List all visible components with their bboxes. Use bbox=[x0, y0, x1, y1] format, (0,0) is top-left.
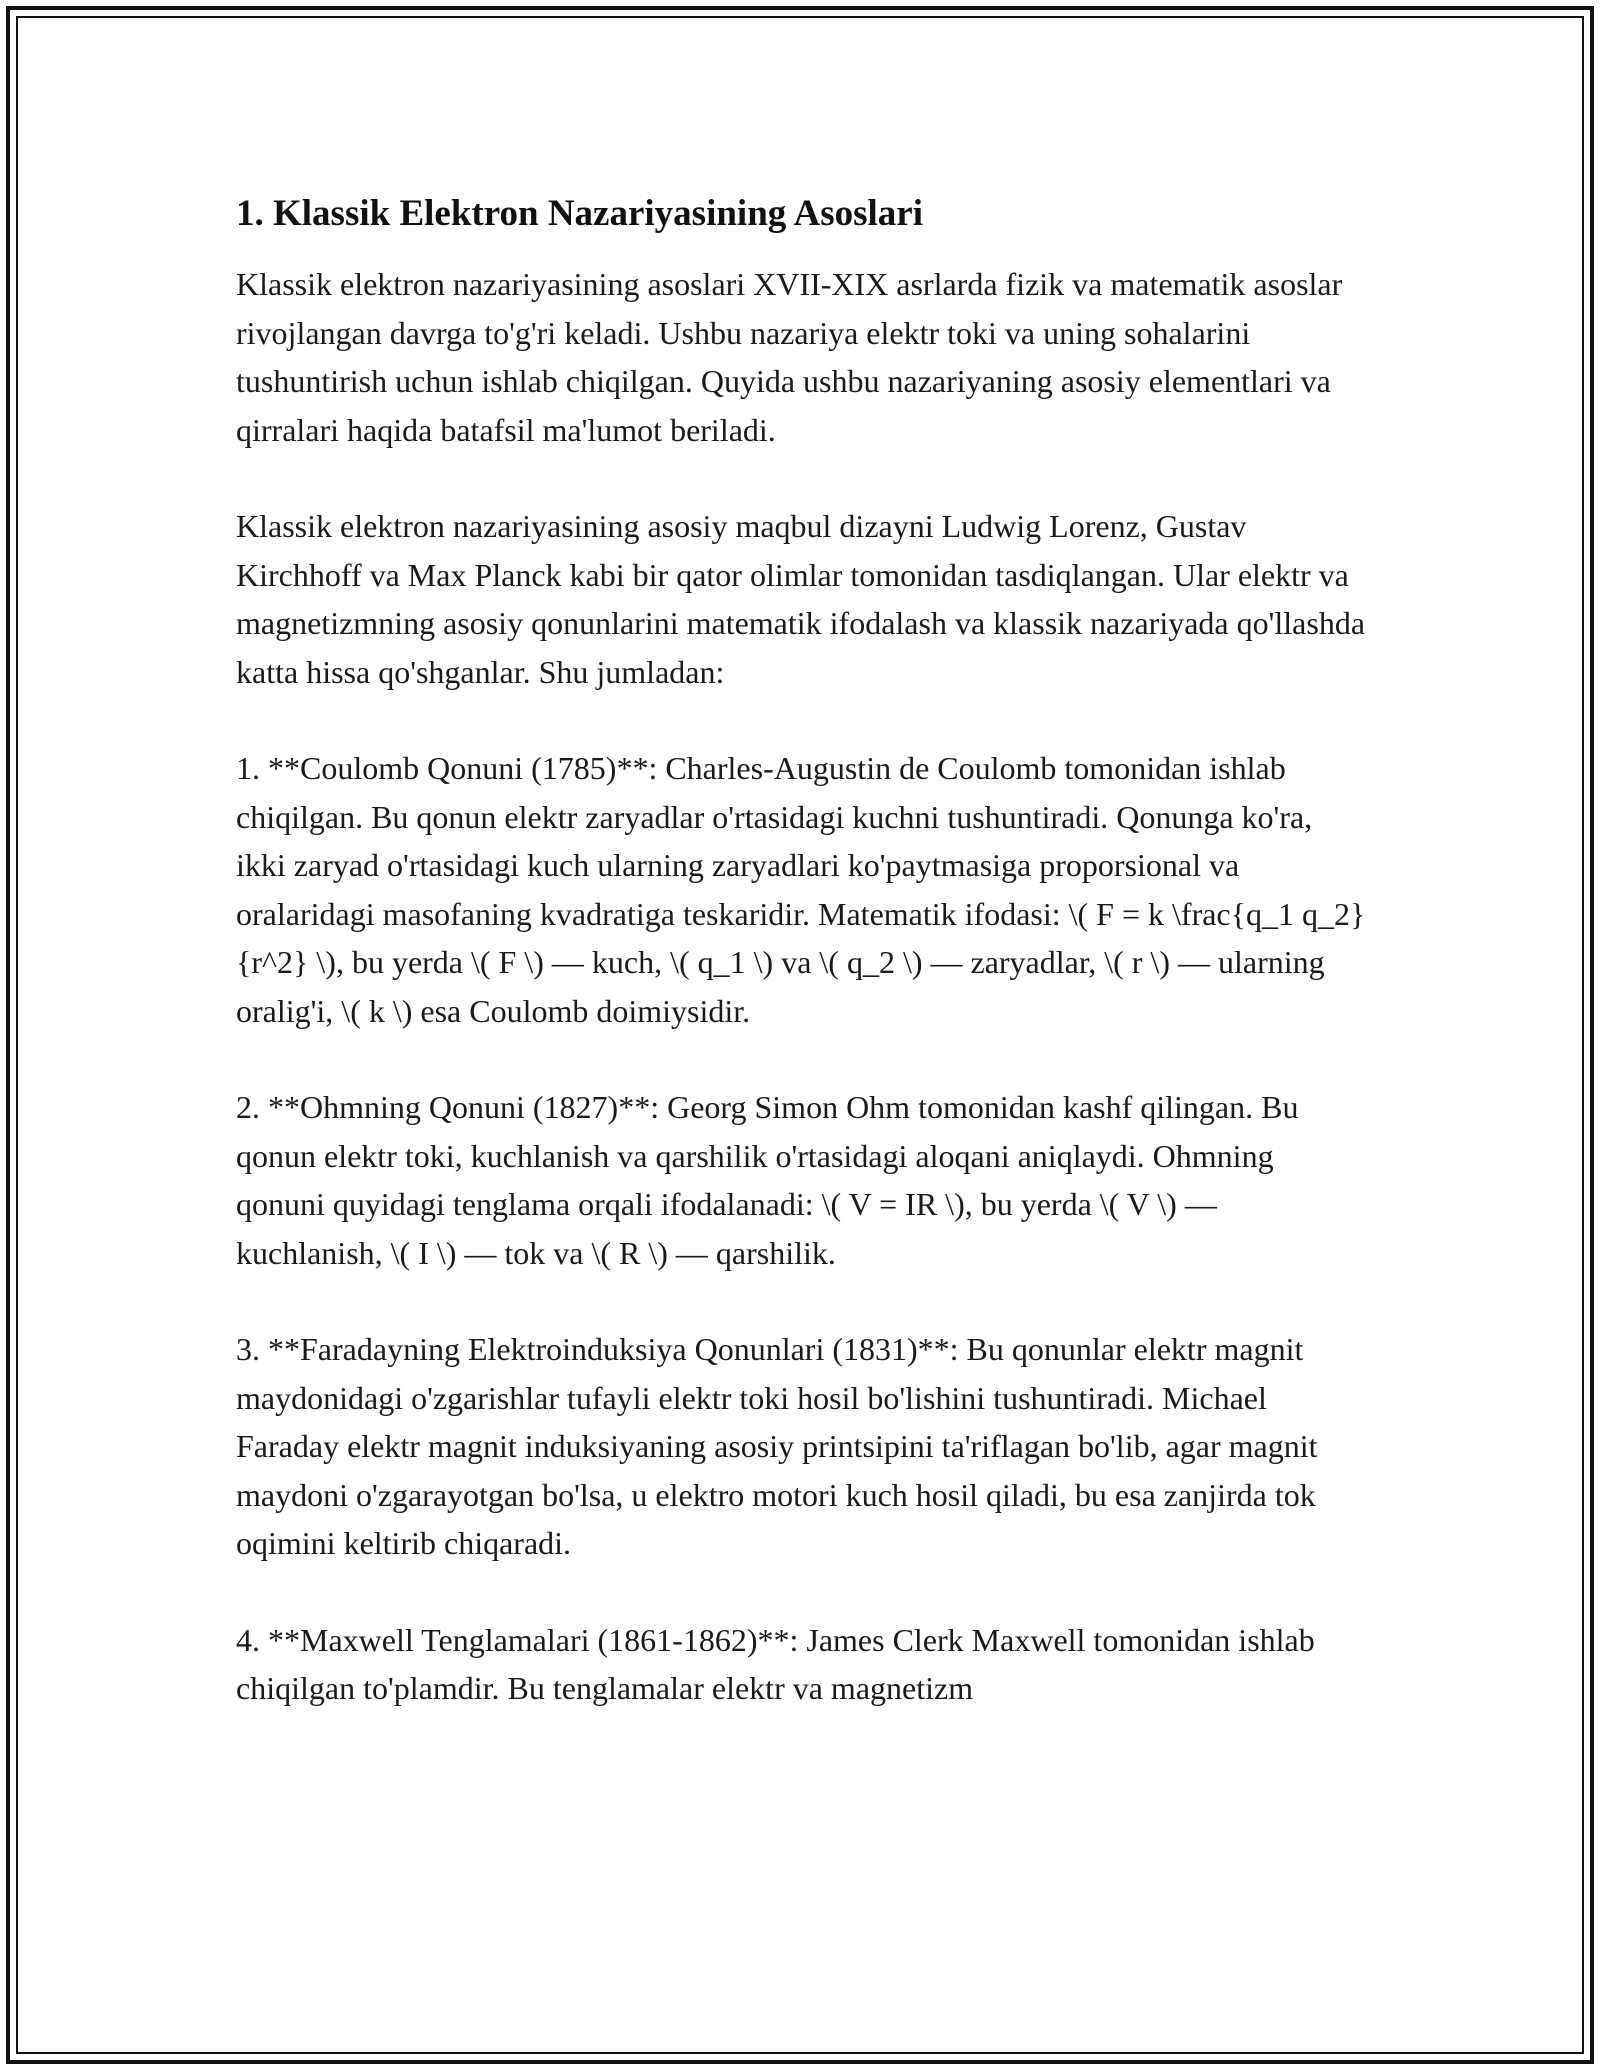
ohm-law-item: 2. **Ohmning Qonuni (1827)**: Georg Simon Ohm tomonidan kashf qilingan. Bu qonun elektr toki, kuchlanish va qarshilik o'rtasidagi aloqani aniqlaydi. Ohmning qonuni quyidagi tenglama orqali ifodalanadi: \( V = IR \), bu yerda \( V \) — kuchlanish, \( I \) — tok va \( R \) — qarshilik. bbox=[236, 1089, 1299, 1271]
section-heading: 1. Klassik Elektron Nazariyasining Asoslari bbox=[236, 193, 923, 234]
maxwell-equations-item: 4. **Maxwell Tenglamalari (1861-1862)**: James Clerk Maxwell tomonidan ishlab chiqilgan to'plamdir. Bu tenglamalar elektr va magnetizm bbox=[236, 1621, 1315, 1706]
document-body bbox=[236, 190, 1366, 1761]
intro-paragraph: Klassik elektron nazariyasining asoslari XVII-XIX asrlarda fizik va matematik asoslar rivojlangan davrga to'g'ri keladi. Ushbu nazariya elektr toki va uning sohalarini tushuntirish uchun ishlab chiqilgan. Quyida ushbu nazariyaning asosiy elementlari va qirralari haqida batafsil ma'lumot beriladi. bbox=[236, 266, 1343, 448]
coulomb-law-item: 1. **Coulomb Qonuni (1785)**: Charles-Augustin de Coulomb tomonidan ishlab chiqilgan. Bu qonun elektr zaryadlar o'rtasidagi kuchni tushuntiradi. Qonunga ko'ra, ikki zaryad o'rtasidagi kuch ularning zaryadlari ko'paytmasiga proporsional va oralaridagi masofaning kvadratiga teskaridir. Matematik ifodasi: \( F = k \frac{q_1 q_2}{r^2} \), bu yerda \( F \) — kuch, \( q_1 \) va \( q_2 \) — zaryadlar, \( r \) — ularning oralig'i, \( k \) esa Coulomb doimiysidir. bbox=[236, 750, 1366, 1029]
faraday-law-item: 3. **Faradayning Elektroinduksiya Qonunlari (1831)**: Bu qonunlar elektr magnit maydonidagi o'zgarishlar tufayli elektr toki hosil bo'lishini tushuntiradi. Michael Faraday elektr magnit induksiyaning asosiy printsipini ta'riflagan bo'lib, agar magnit maydoni o'zgarayotgan bo'lsa, u elektro motori kuch hosil qiladi, bu esa zanjirda tok oqimini keltirib chiqaradi. bbox=[236, 1331, 1318, 1561]
scientists-paragraph: Klassik elektron nazariyasining asosiy maqbul dizayni Ludwig Lorenz, Gustav Kirchhoff va Max Planck kabi bir qator olimlar tomonidan tasdiqlangan. Ular elektr va magnetizmning asosiy qonunlarini matematik ifodalash va klassik nazariyada qo'llashda katta hissa qo'shganlar. Shu jumladan: bbox=[236, 508, 1366, 690]
